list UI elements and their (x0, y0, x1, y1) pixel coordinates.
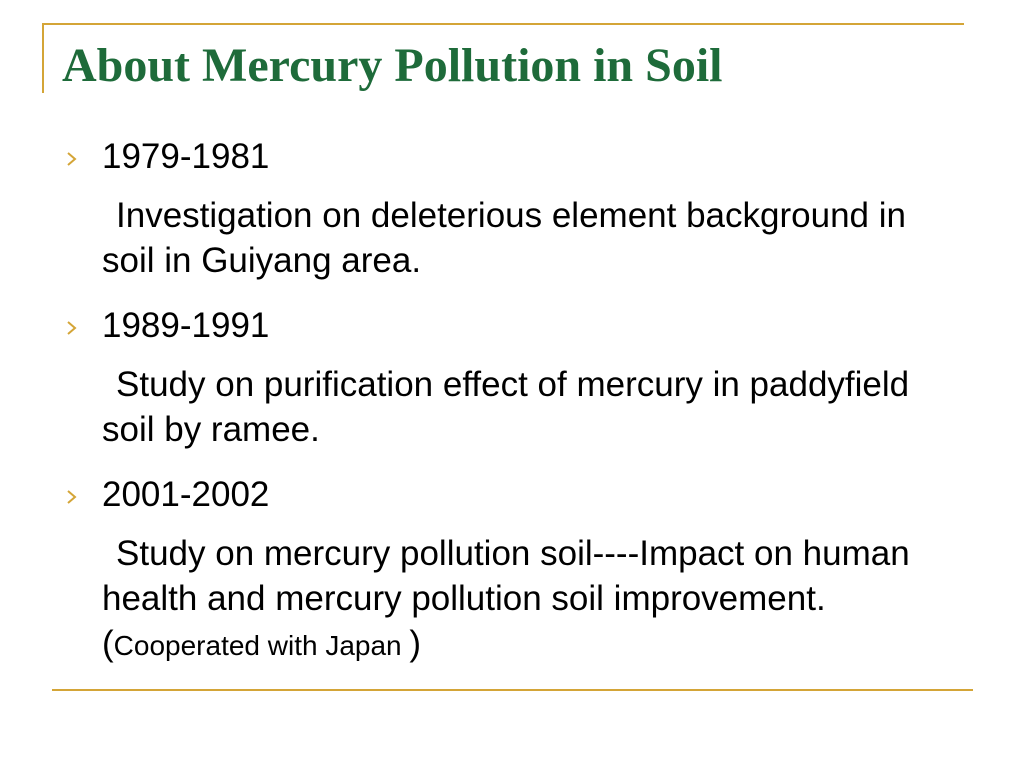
chevron-right-icon (64, 489, 80, 505)
description-text: Study on purification effect of mercury in paddyfield soil by ramee. (102, 365, 910, 449)
entry-description (102, 362, 962, 452)
chevron-right-icon (64, 320, 80, 336)
entry-description (102, 193, 962, 283)
paren-open: ( (102, 624, 114, 663)
chevron-right-icon (64, 151, 80, 167)
period-label: 1979-1981 (102, 137, 270, 176)
period-label: 1989-1991 (102, 306, 270, 345)
period-label: 2001-2002 (102, 475, 270, 514)
description-text: Investigation on deleterious element background in soil in Guiyang area. (102, 196, 906, 280)
description-text: Study on mercury pollution soil----Impact on human health and mercury pollution soil improvement. (102, 534, 910, 618)
cooperation-note: Cooperated with Japan (113, 630, 410, 661)
paren-close: ) (409, 624, 422, 663)
entry-description (102, 531, 962, 668)
slide-title: About Mercury Pollution in Soil (62, 39, 723, 92)
